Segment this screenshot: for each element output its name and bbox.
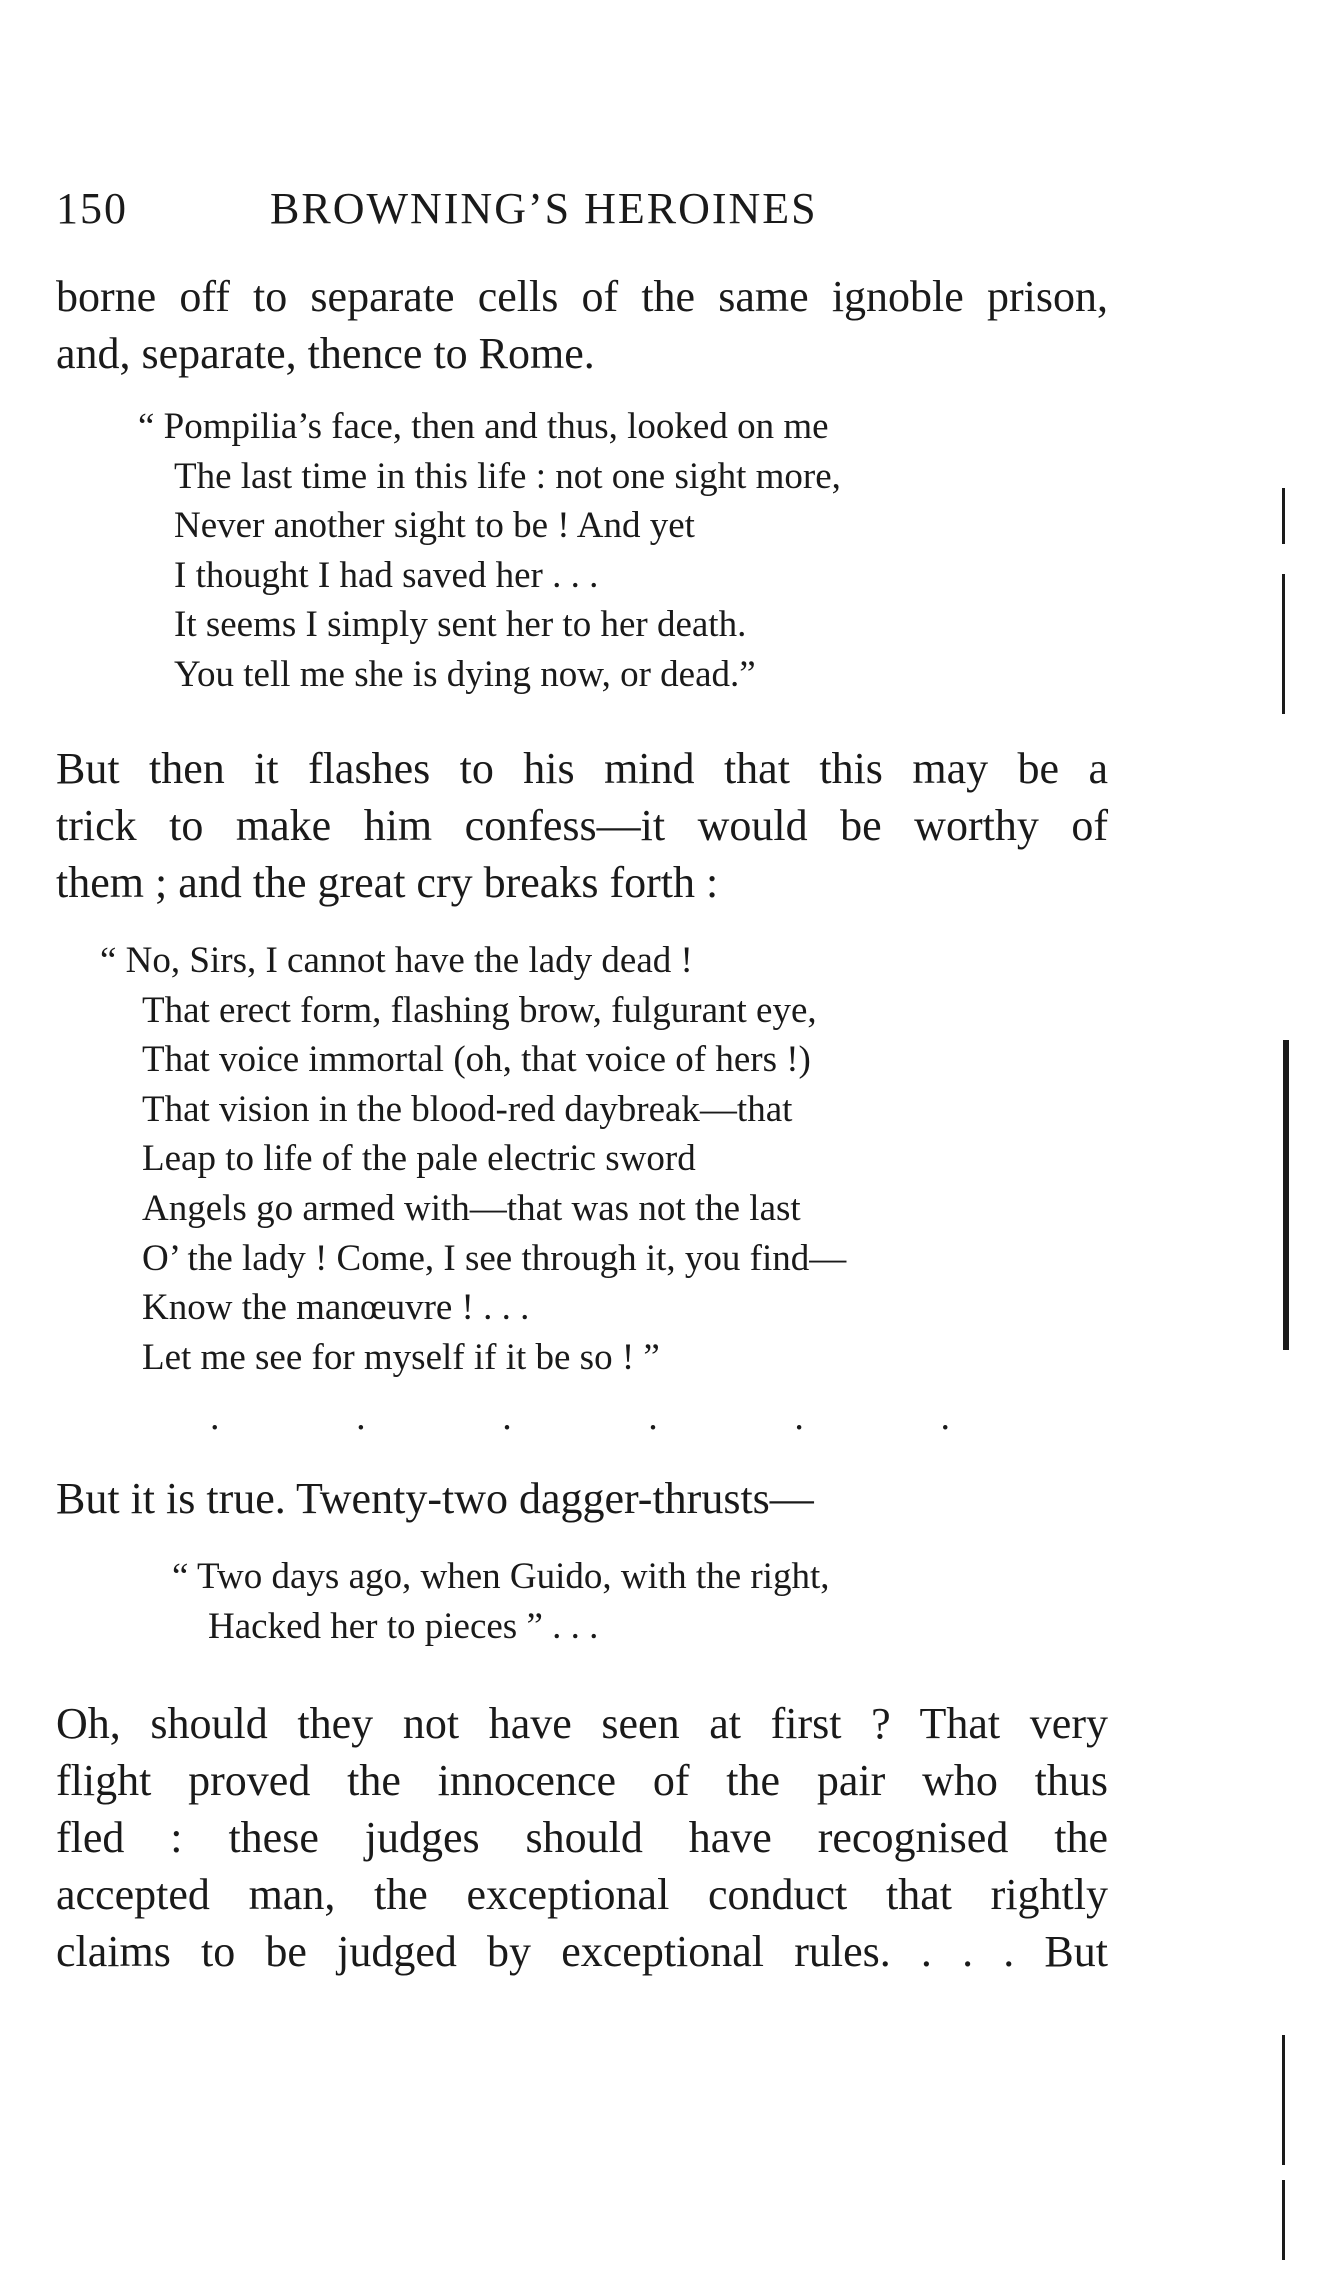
paragraph-1: [56, 268, 1108, 382]
margin-mark: [1283, 1040, 1289, 1350]
verse-line: “ No, Sirs, I cannot have the lady dead !: [100, 940, 693, 981]
running-head: BROWNING’S HEROINES: [270, 184, 818, 233]
text-line: accepted man, the exceptional conduct that rightly: [56, 1870, 1108, 1919]
page-header: [56, 183, 1156, 243]
margin-mark: [1282, 488, 1285, 544]
verse-quote-1: [138, 402, 841, 700]
margin-mark: [1282, 574, 1285, 714]
paragraph-4: [56, 1695, 1108, 1980]
text-line: claims to be judged by exceptional rules. . . . But: [56, 1927, 1108, 1976]
ellipsis-dot: .: [940, 1396, 950, 1438]
text-line: trick to make him confess—it would be worthy of: [56, 801, 1108, 850]
verse-line: O’ the lady ! Come, I see through it, you find—: [142, 1237, 847, 1279]
margin-mark: [1282, 2180, 1285, 2260]
verse-line: That erect form, flashing brow, fulgurant eye,: [142, 989, 817, 1031]
page-number: 150: [56, 184, 128, 233]
text-line: But then it flashes to his mind that this may be a: [56, 744, 1108, 793]
text-line: and, separate, thence to Rome.: [56, 329, 595, 378]
verse-line: “ Two days ago, when Guido, with the right,: [172, 1556, 830, 1597]
verse-line: Leap to life of the pale electric sword: [142, 1138, 696, 1180]
verse-quote-3: [172, 1552, 830, 1651]
verse-line: That vision in the blood-red daybreak—that: [142, 1088, 793, 1130]
paragraph-3: [56, 1470, 1108, 1527]
verse-line: I thought I had saved her . . .: [174, 554, 599, 596]
ellipsis-dot: .: [794, 1396, 804, 1438]
verse-line: The last time in this life : not one sight more,: [174, 455, 841, 497]
text-line: them ; and the great cry breaks forth :: [56, 858, 719, 907]
ellipsis-row: [210, 1395, 950, 1439]
verse-line: Know the manœuvre ! . . .: [142, 1287, 530, 1329]
verse-line: That voice immortal (oh, that voice of hers !): [142, 1039, 811, 1081]
verse-line: Never another sight to be ! And yet: [174, 505, 695, 547]
verse-line: Hacked her to pieces ” . . .: [208, 1605, 599, 1647]
ellipsis-dot: .: [210, 1396, 220, 1438]
verse-line: You tell me she is dying now, or dead.”: [174, 653, 756, 695]
verse-line: Let me see for myself if it be so ! ”: [142, 1336, 660, 1378]
text-line: fled : these judges should have recognised the: [56, 1813, 1108, 1862]
verse-line: “ Pompilia’s face, then and thus, looked on me: [138, 406, 829, 447]
text-line: flight proved the innocence of the pair who thus: [56, 1756, 1108, 1805]
ellipsis-dot: .: [356, 1396, 366, 1438]
margin-mark: [1282, 2035, 1285, 2165]
text-line: Oh, should they not have seen at first ? That very: [56, 1699, 1108, 1748]
verse-line: Angels go armed with—that was not the last: [142, 1187, 801, 1229]
ellipsis-dot: .: [648, 1396, 658, 1438]
ellipsis-dot: .: [502, 1396, 512, 1438]
paragraph-2: [56, 740, 1108, 911]
text-line: But it is true. Twenty-two dagger-thrusts—: [56, 1474, 814, 1523]
text-line: borne off to separate cells of the same ignoble prison,: [56, 272, 1108, 321]
verse-quote-2: [100, 936, 846, 1382]
verse-line: It seems I simply sent her to her death.: [174, 604, 747, 646]
